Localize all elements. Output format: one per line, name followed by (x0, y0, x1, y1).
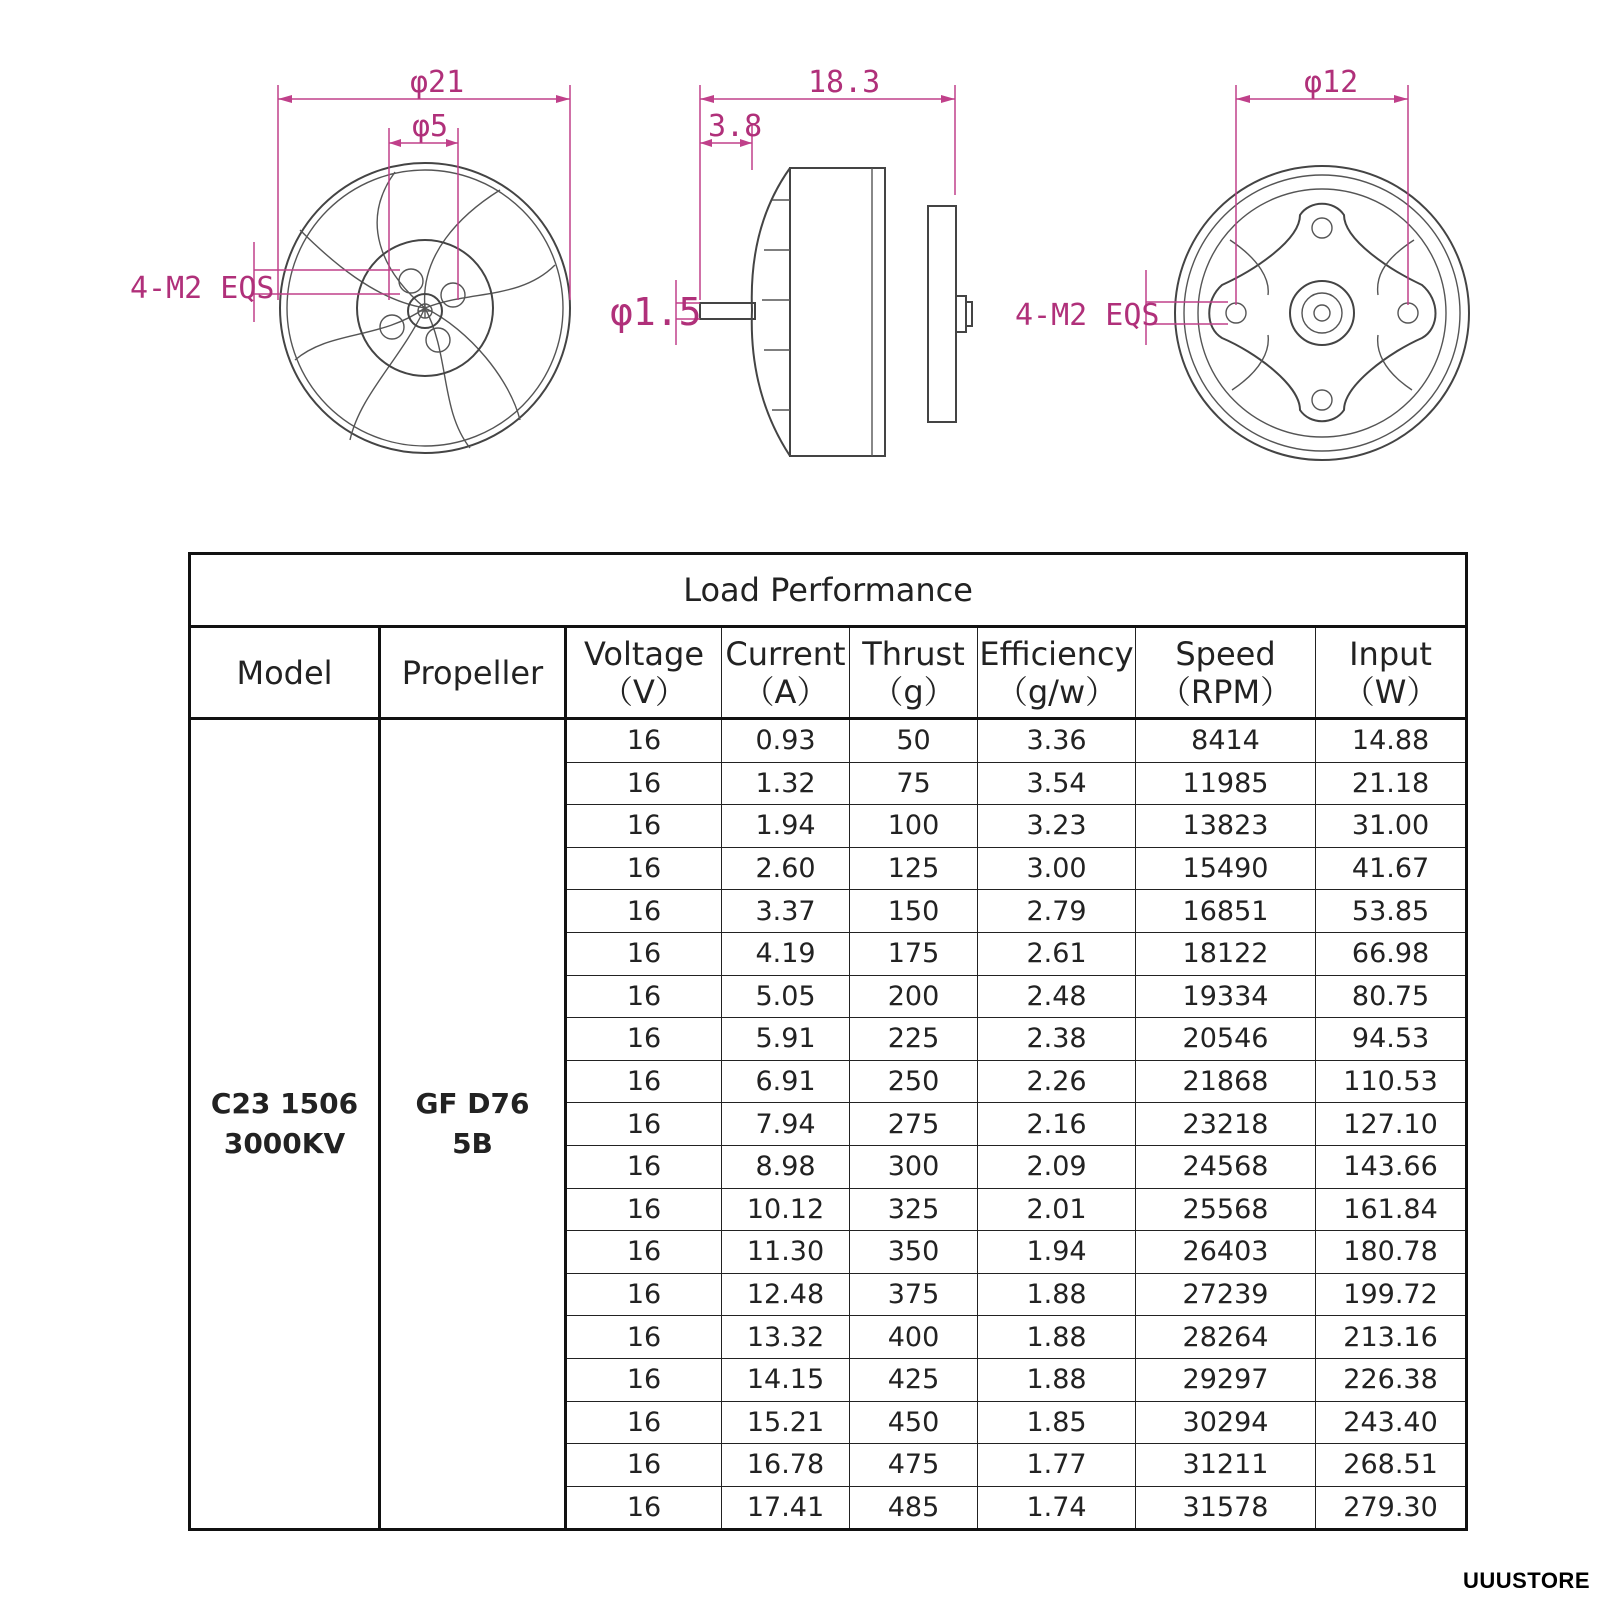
current-cell: 16.78 (722, 1444, 850, 1487)
speed-cell: 8414 (1136, 719, 1316, 763)
thrust-cell: 225 (850, 1018, 978, 1061)
efficiency-cell: 2.61 (978, 932, 1136, 975)
voltage-cell: 16 (566, 890, 722, 933)
thrust-cell: 300 (850, 1145, 978, 1188)
voltage-cell: 16 (566, 975, 722, 1018)
propeller-cell: GF D76 5B (380, 719, 566, 1530)
voltage-cell: 16 (566, 1316, 722, 1359)
header-thrust: Thrust （g） (850, 627, 978, 719)
side-length: 18.3 (808, 65, 881, 100)
table-row (190, 719, 1467, 763)
current-cell: 5.91 (722, 1018, 850, 1061)
voltage-cell: 16 (566, 1231, 722, 1274)
input-cell: 143.66 (1316, 1145, 1467, 1188)
input-cell: 199.72 (1316, 1273, 1467, 1316)
input-cell: 14.88 (1316, 719, 1467, 763)
side-shaft-diameter: φ1.5 (610, 290, 702, 334)
current-cell: 5.05 (722, 975, 850, 1018)
thrust-cell: 50 (850, 719, 978, 763)
voltage-cell: 16 (566, 762, 722, 805)
header-voltage: Voltage （V） (566, 627, 722, 719)
input-cell: 213.16 (1316, 1316, 1467, 1359)
efficiency-cell: 3.23 (978, 805, 1136, 848)
input-cell: 127.10 (1316, 1103, 1467, 1146)
efficiency-cell: 2.48 (978, 975, 1136, 1018)
input-cell: 80.75 (1316, 975, 1467, 1018)
current-cell: 17.41 (722, 1486, 850, 1530)
current-cell: 6.91 (722, 1060, 850, 1103)
thrust-cell: 275 (850, 1103, 978, 1146)
speed-cell: 11985 (1136, 762, 1316, 805)
voltage-cell: 16 (566, 847, 722, 890)
current-cell: 10.12 (722, 1188, 850, 1231)
input-cell: 279.30 (1316, 1486, 1467, 1530)
front-inner-diameter: φ5 (412, 109, 449, 144)
thrust-cell: 425 (850, 1358, 978, 1401)
header-propeller: Propeller (380, 627, 566, 719)
efficiency-cell: 2.16 (978, 1103, 1136, 1146)
efficiency-cell: 1.88 (978, 1316, 1136, 1359)
input-cell: 66.98 (1316, 932, 1467, 975)
speed-cell: 21868 (1136, 1060, 1316, 1103)
efficiency-cell: 2.38 (978, 1018, 1136, 1061)
speed-cell: 27239 (1136, 1273, 1316, 1316)
efficiency-cell: 2.09 (978, 1145, 1136, 1188)
voltage-cell: 16 (566, 1401, 722, 1444)
efficiency-cell: 3.36 (978, 719, 1136, 763)
efficiency-cell: 3.54 (978, 762, 1136, 805)
input-cell: 161.84 (1316, 1188, 1467, 1231)
thrust-cell: 375 (850, 1273, 978, 1316)
speed-cell: 19334 (1136, 975, 1316, 1018)
table-title: Load Performance (190, 554, 1467, 627)
speed-cell: 25568 (1136, 1188, 1316, 1231)
input-cell: 110.53 (1316, 1060, 1467, 1103)
input-cell: 268.51 (1316, 1444, 1467, 1487)
voltage-cell: 16 (566, 1273, 722, 1316)
efficiency-cell: 2.01 (978, 1188, 1136, 1231)
speed-cell: 28264 (1136, 1316, 1316, 1359)
input-cell: 226.38 (1316, 1358, 1467, 1401)
current-cell: 3.37 (722, 890, 850, 933)
input-cell: 31.00 (1316, 805, 1467, 848)
current-cell: 1.94 (722, 805, 850, 848)
voltage-cell: 16 (566, 1103, 722, 1146)
efficiency-cell: 2.26 (978, 1060, 1136, 1103)
voltage-cell: 16 (566, 1145, 722, 1188)
table-body (190, 719, 1467, 1530)
voltage-cell: 16 (566, 805, 722, 848)
current-cell: 12.48 (722, 1273, 850, 1316)
header-model: Model (190, 627, 380, 719)
speed-cell: 30294 (1136, 1401, 1316, 1444)
side-shaft-length: 3.8 (708, 109, 763, 144)
speed-cell: 26403 (1136, 1231, 1316, 1274)
input-cell: 41.67 (1316, 847, 1467, 890)
thrust-cell: 150 (850, 890, 978, 933)
speed-cell: 16851 (1136, 890, 1316, 933)
input-cell: 180.78 (1316, 1231, 1467, 1274)
current-cell: 4.19 (722, 932, 850, 975)
back-mount-holes: 4-M2 EQS (1015, 298, 1160, 333)
thrust-cell: 125 (850, 847, 978, 890)
front-view (130, 65, 570, 453)
speed-cell: 31578 (1136, 1486, 1316, 1530)
efficiency-cell: 1.88 (978, 1273, 1136, 1316)
input-cell: 243.40 (1316, 1401, 1467, 1444)
front-outer-diameter: φ21 (410, 65, 465, 100)
thrust-cell: 175 (850, 932, 978, 975)
thrust-cell: 100 (850, 805, 978, 848)
thrust-cell: 485 (850, 1486, 978, 1530)
speed-cell: 20546 (1136, 1018, 1316, 1061)
thrust-cell: 400 (850, 1316, 978, 1359)
current-cell: 8.98 (722, 1145, 850, 1188)
back-view (1015, 65, 1469, 460)
current-cell: 1.32 (722, 762, 850, 805)
store-watermark: UUUSTORE (1462, 1568, 1590, 1593)
input-cell: 21.18 (1316, 762, 1467, 805)
voltage-cell: 16 (566, 1358, 722, 1401)
thrust-cell: 325 (850, 1188, 978, 1231)
thrust-cell: 75 (850, 762, 978, 805)
speed-cell: 13823 (1136, 805, 1316, 848)
thrust-cell: 350 (850, 1231, 978, 1274)
motor-technical-drawing (0, 0, 1600, 520)
header-current: Current （A） (722, 627, 850, 719)
voltage-cell: 16 (566, 719, 722, 763)
front-mount-holes: 4-M2 EQS (130, 271, 275, 306)
current-cell: 13.32 (722, 1316, 850, 1359)
voltage-cell: 16 (566, 1188, 722, 1231)
efficiency-cell: 1.77 (978, 1444, 1136, 1487)
speed-cell: 23218 (1136, 1103, 1316, 1146)
model-cell: C23 1506 3000KV (190, 719, 380, 1530)
efficiency-cell: 3.00 (978, 847, 1136, 890)
efficiency-cell: 1.88 (978, 1358, 1136, 1401)
voltage-cell: 16 (566, 1486, 722, 1530)
efficiency-cell: 1.74 (978, 1486, 1136, 1530)
efficiency-cell: 1.94 (978, 1231, 1136, 1274)
input-cell: 53.85 (1316, 890, 1467, 933)
current-cell: 15.21 (722, 1401, 850, 1444)
speed-cell: 18122 (1136, 932, 1316, 975)
voltage-cell: 16 (566, 932, 722, 975)
speed-cell: 15490 (1136, 847, 1316, 890)
back-hole-spacing: φ12 (1304, 65, 1359, 100)
load-performance-table (188, 552, 1468, 1531)
input-cell: 94.53 (1316, 1018, 1467, 1061)
efficiency-cell: 1.85 (978, 1401, 1136, 1444)
voltage-cell: 16 (566, 1444, 722, 1487)
header-speed: Speed （RPM） (1136, 627, 1316, 719)
current-cell: 2.60 (722, 847, 850, 890)
voltage-cell: 16 (566, 1018, 722, 1061)
thrust-cell: 200 (850, 975, 978, 1018)
current-cell: 14.15 (722, 1358, 850, 1401)
speed-cell: 24568 (1136, 1145, 1316, 1188)
thrust-cell: 250 (850, 1060, 978, 1103)
current-cell: 0.93 (722, 719, 850, 763)
voltage-cell: 16 (566, 1060, 722, 1103)
speed-cell: 29297 (1136, 1358, 1316, 1401)
thrust-cell: 450 (850, 1401, 978, 1444)
speed-cell: 31211 (1136, 1444, 1316, 1487)
side-view (610, 65, 972, 456)
efficiency-cell: 2.79 (978, 890, 1136, 933)
header-input: Input （W） (1316, 627, 1467, 719)
current-cell: 11.30 (722, 1231, 850, 1274)
current-cell: 7.94 (722, 1103, 850, 1146)
header-efficiency: Efficiency （g/w） (978, 627, 1136, 719)
thrust-cell: 475 (850, 1444, 978, 1487)
